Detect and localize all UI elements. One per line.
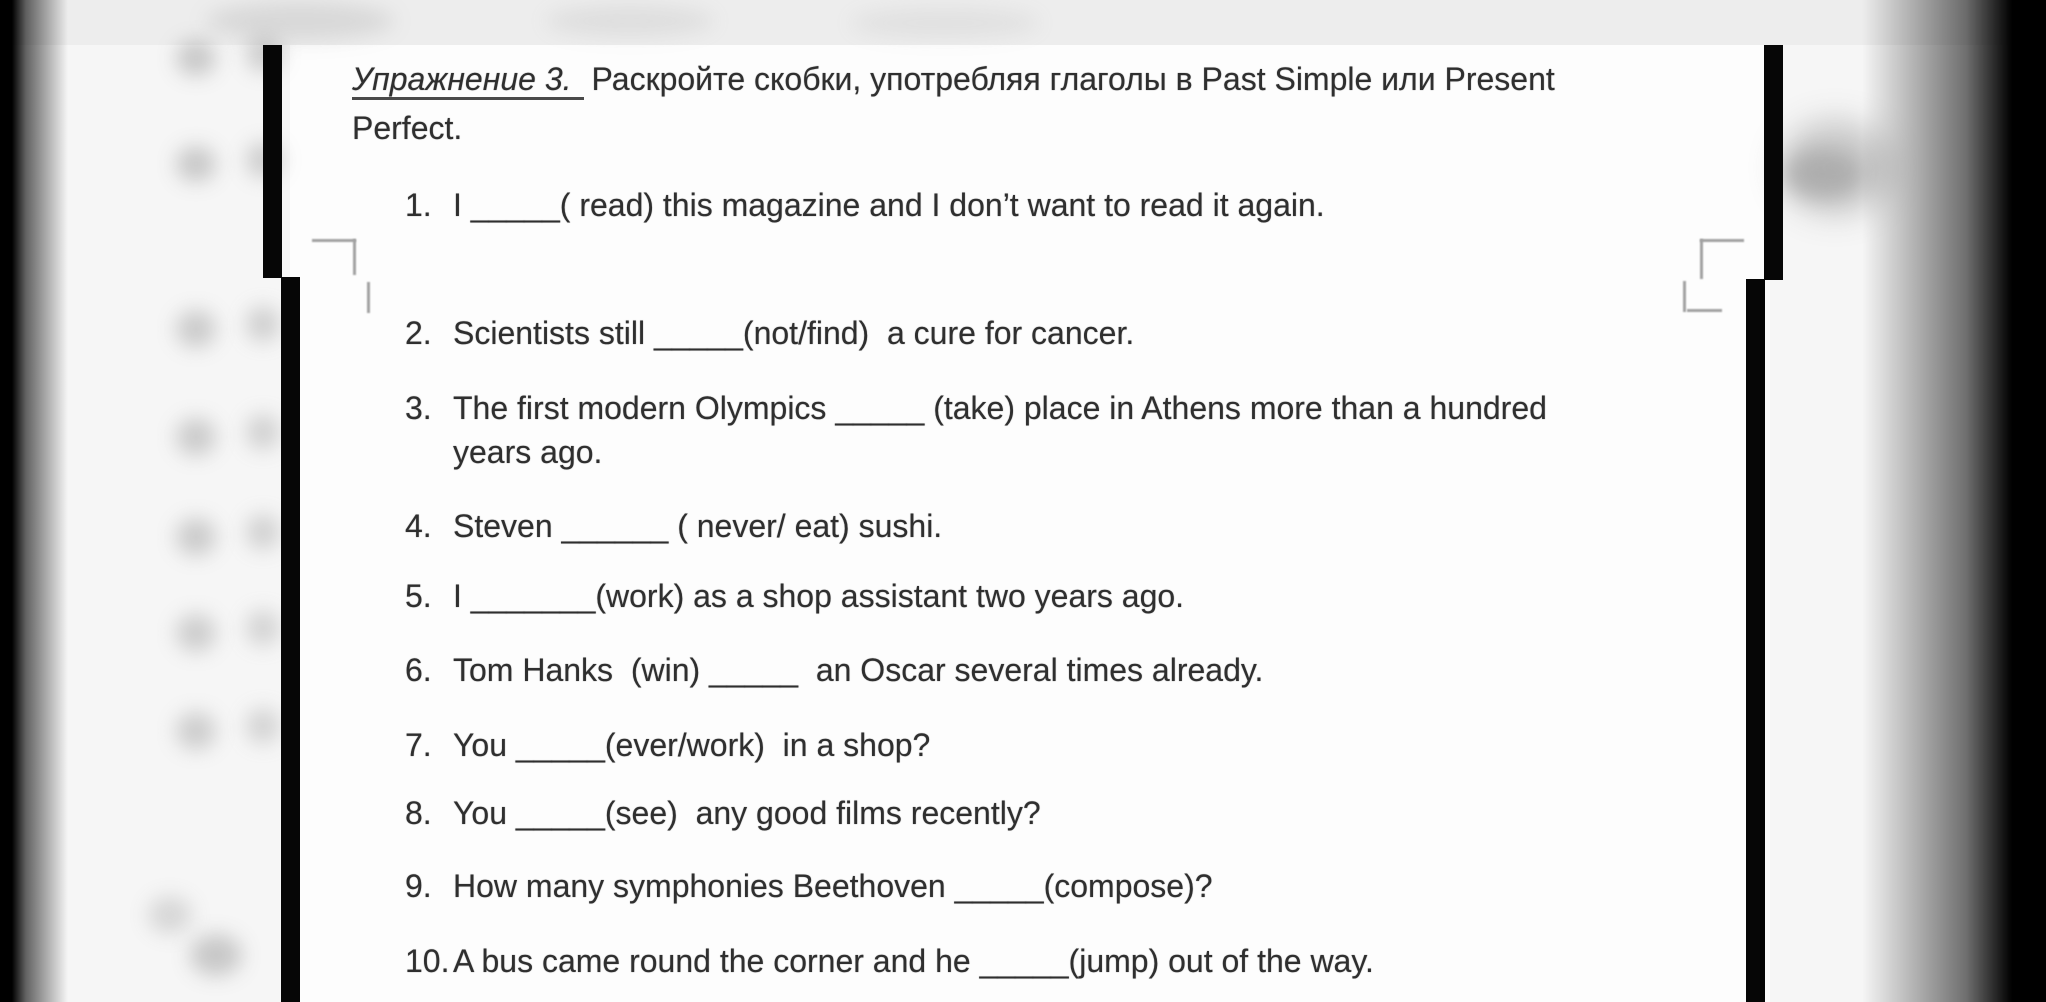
item-number: 1. xyxy=(405,187,432,223)
page-edge-bar-left-lower xyxy=(281,277,300,1002)
bleed-through-artifact xyxy=(148,896,192,934)
item-number: 5. xyxy=(405,578,432,614)
bleed-through-artifact xyxy=(176,518,216,556)
bleed-through-artifact xyxy=(176,146,216,182)
bleed-through-artifact xyxy=(176,712,216,750)
item-number: 2. xyxy=(405,315,432,351)
item-text: I _____( read) this magazine and I don’t want to read it again. xyxy=(453,187,1325,223)
item-number: 7. xyxy=(405,727,432,763)
item-text: Steven ______ ( never/ eat) sushi. xyxy=(453,508,943,544)
item-number: 8. xyxy=(405,795,432,831)
worksheet-page xyxy=(290,45,1770,1002)
item-text: Tom Hanks (win) _____ an Oscar several times already. xyxy=(453,652,1264,688)
fold-mark-left xyxy=(367,282,370,313)
item-text: You _____(see) any good films recently? xyxy=(453,795,1041,831)
bleed-through-artifact xyxy=(246,610,280,646)
bleed-through-artifact xyxy=(850,8,1040,38)
fold-mark-right xyxy=(1683,281,1686,312)
bleed-through-artifact xyxy=(246,414,280,450)
photo-shadow-left xyxy=(0,0,72,1002)
fold-mark-right xyxy=(1687,309,1722,312)
item-number: 3. xyxy=(405,390,432,426)
bleed-through-artifact xyxy=(190,934,242,976)
bleed-through-artifact xyxy=(545,6,715,36)
fold-mark-left xyxy=(353,239,356,275)
exercise-title xyxy=(352,55,1712,153)
fold-mark-right xyxy=(1700,239,1744,242)
page-edge-bar-right-lower xyxy=(1746,279,1765,1002)
bleed-through-artifact xyxy=(246,306,280,342)
bleed-through-artifact xyxy=(246,708,280,744)
bleed-through-artifact xyxy=(205,2,395,40)
bleed-through-artifact xyxy=(176,614,216,652)
item-number: 6. xyxy=(405,652,432,688)
bleed-through-artifact xyxy=(176,418,216,456)
exercise-instruction-line1: Раскройте скобки, употребляя глаголы в Past Simple или Present xyxy=(591,61,1555,97)
exercise-title-line1 xyxy=(352,55,1712,104)
item-text: Scientists still _____(not/find) a cure for cancer. xyxy=(453,315,1135,351)
item-text: You _____(ever/work) in a shop? xyxy=(453,727,931,763)
bleed-through-artifact xyxy=(246,514,280,550)
exercise-label: Упражнение 3. xyxy=(352,61,584,100)
item-number: 4. xyxy=(405,508,432,544)
page-edge-bar-left-upper xyxy=(263,45,282,278)
fold-mark-left xyxy=(312,239,356,242)
fold-mark-right xyxy=(1700,239,1703,279)
item-number: 9. xyxy=(405,868,432,904)
item-text: How many symphonies Beethoven _____(compose)? xyxy=(453,868,1213,904)
item-text: The first modern Olympics _____ (take) place in Athens more than a hundred years ago. xyxy=(453,390,1556,470)
bleed-through-artifact xyxy=(176,310,216,348)
item-text: A bus came round the corner and he _____(jump) out of the way. xyxy=(453,943,1374,979)
bleed-through-artifact xyxy=(1783,150,1861,198)
item-number: 10. xyxy=(405,943,450,979)
bleed-through-artifact xyxy=(176,40,216,76)
exercise-instruction-line2: Perfect. xyxy=(352,110,463,146)
photo-shadow-right xyxy=(1862,0,2046,1002)
item-text: I _______(work) as a shop assistant two years ago. xyxy=(453,578,1185,614)
page-edge-bar-right-upper xyxy=(1764,45,1783,280)
